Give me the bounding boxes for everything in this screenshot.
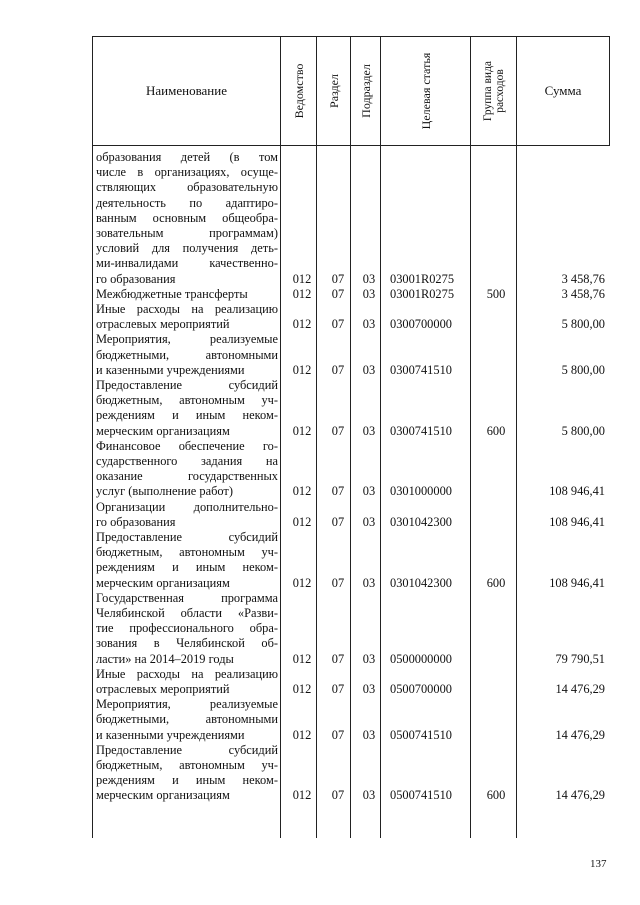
summa-cell: 79 790,51	[555, 651, 605, 666]
header-name-cell	[93, 37, 281, 145]
row-name-line: зовательным программам)	[96, 226, 278, 240]
podrazdel-cell: 03	[362, 286, 376, 301]
header-name: Наименование	[146, 83, 227, 98]
row-name-line: отраслевых мероприятий	[96, 317, 230, 332]
row-name-line: бюджетным, автономным уч-	[96, 758, 278, 772]
razdel-cell: 07	[331, 514, 345, 529]
vedomstvo-cell: 012	[292, 317, 312, 332]
vedomstvo-cell: 012	[292, 651, 312, 666]
row-name-line: мерческим организациям	[96, 423, 230, 438]
podrazdel-cell: 03	[362, 362, 376, 377]
summa-cell: 14 476,29	[555, 682, 605, 696]
summa-cell: 14 476,29	[555, 727, 605, 742]
header-razdel-cell	[317, 37, 351, 145]
celevaya-cell: 0500741510	[390, 788, 452, 803]
row-name-line: Государственная программа	[96, 590, 278, 605]
gruppa-cell: 600	[486, 788, 506, 803]
summa-cell: 14 476,29	[555, 788, 605, 803]
row-name-line: реждениям и иным неком-	[96, 408, 278, 423]
celevaya-cell: 0301000000	[390, 484, 452, 499]
table-header	[92, 36, 610, 146]
celevaya-cell: 03001R0275	[390, 271, 455, 286]
header-celevaya: Целевая статья	[418, 52, 433, 130]
row-name-line: ласти» на 2014–2019 годы	[96, 651, 234, 666]
vedomstvo-cell: 012	[292, 423, 312, 438]
razdel-cell: 07	[331, 575, 345, 590]
header-summa-cell	[517, 37, 609, 145]
row-name-line: деятельность по адаптиро-	[96, 195, 278, 210]
summa-cell: 3 458,76	[561, 271, 605, 286]
razdel-cell: 07	[331, 423, 345, 438]
row-name-line: сударственного задания на	[96, 454, 278, 468]
header-vedomstvo: Ведомство	[291, 63, 306, 119]
row-name-line: Мероприятия, реализуемые	[96, 697, 278, 712]
row-name-line: бюджетным, автономным уч-	[96, 393, 278, 408]
vedomstvo-cell: 012	[292, 514, 312, 529]
row-name-line: Межбюджетные трансферты	[96, 286, 248, 301]
row-name-line: услуг (выполнение работ)	[96, 484, 233, 499]
header-gruppa-cell	[471, 37, 517, 145]
razdel-cell: 07	[331, 727, 345, 742]
header-vedomstvo-cell	[281, 37, 317, 145]
gruppa-cell: 600	[486, 575, 506, 590]
column-divider	[470, 146, 471, 838]
page-number: 137	[590, 858, 607, 870]
celevaya-cell: 0300700000	[390, 317, 452, 332]
vedomstvo-cell: 012	[292, 727, 312, 742]
razdel-cell: 07	[331, 271, 345, 286]
header-razdel: Раздел	[326, 74, 341, 108]
column-divider	[280, 146, 281, 838]
row-name-line: зования в Челябинской об-	[96, 636, 278, 651]
row-name-line: ми-инвалидами качественно-	[96, 256, 278, 271]
razdel-cell: 07	[331, 362, 345, 377]
row-name-line: Иные расходы на реализацию	[96, 666, 278, 681]
row-name-line: реждениям и иным неком-	[96, 773, 278, 788]
row-name-line: Предоставление субсидий	[96, 378, 278, 392]
left-border	[92, 146, 93, 838]
vedomstvo-cell: 012	[292, 682, 312, 696]
row-name-line: Предоставление субсидий	[96, 530, 278, 544]
podrazdel-cell: 03	[362, 423, 376, 438]
celevaya-cell: 0500700000	[390, 682, 452, 696]
celevaya-cell: 0500000000	[390, 651, 452, 666]
row-name-line: бюджетным, автономным уч-	[96, 545, 278, 560]
celevaya-cell: 03001R0275	[390, 286, 455, 301]
header-celevaya-cell	[381, 37, 471, 145]
razdel-cell: 07	[331, 788, 345, 803]
row-name-line: Иные расходы на реализацию	[96, 302, 278, 316]
podrazdel-cell: 03	[362, 514, 376, 529]
podrazdel-cell: 03	[362, 271, 376, 286]
razdel-cell: 07	[331, 651, 345, 666]
row-name-line: ванным основным общеобра-	[96, 210, 278, 225]
row-name-line: тие профессионального обра-	[96, 621, 278, 636]
row-name-line: Мероприятия, реализуемые	[96, 332, 278, 347]
podrazdel-cell: 03	[362, 727, 376, 742]
celevaya-cell: 0301042300	[390, 575, 452, 590]
summa-cell: 3 458,76	[561, 286, 605, 301]
row-name-line: оказание государственных	[96, 469, 278, 484]
summa-cell: 5 800,00	[561, 362, 605, 377]
podrazdel-cell: 03	[362, 317, 376, 332]
vedomstvo-cell: 012	[292, 362, 312, 377]
row-name-line: го образования	[96, 514, 176, 529]
vedomstvo-cell: 012	[292, 484, 312, 499]
row-name-line: условий для получения деть-	[96, 241, 278, 256]
summa-cell: 108 946,41	[549, 514, 605, 529]
row-name-line: отраслевых мероприятий	[96, 682, 230, 696]
summa-cell: 5 800,00	[561, 423, 605, 438]
razdel-cell: 07	[331, 286, 345, 301]
gruppa-cell: 500	[486, 286, 506, 301]
row-name-line: бюджетными, автономными	[96, 347, 278, 362]
summa-cell: 108 946,41	[549, 484, 605, 499]
podrazdel-cell: 03	[362, 484, 376, 499]
row-name-line: бюджетными, автономными	[96, 712, 278, 727]
vedomstvo-cell: 012	[292, 271, 312, 286]
header-podrazdel-cell	[351, 37, 381, 145]
header-podrazdel: Подраздел	[358, 64, 373, 118]
summa-cell: 108 946,41	[549, 575, 605, 590]
podrazdel-cell: 03	[362, 788, 376, 803]
header-gruppa: Группа вида расходов	[481, 60, 506, 122]
celevaya-cell: 0301042300	[390, 514, 452, 529]
vedomstvo-cell: 012	[292, 575, 312, 590]
column-divider	[516, 146, 517, 838]
row-name-line: реждениям и иным неком-	[96, 560, 278, 575]
row-name-line: числе в организациях, осуще-	[96, 165, 278, 180]
row-name-line: и казенными учреждениями	[96, 362, 245, 377]
row-name-line: Предоставление субсидий	[96, 742, 278, 757]
razdel-cell: 07	[331, 682, 345, 696]
row-name-line: образования детей (в том	[96, 150, 278, 164]
celevaya-cell: 0500741510	[390, 727, 452, 742]
gruppa-cell: 600	[486, 423, 506, 438]
row-name-line: Челябинской области «Разви-	[96, 606, 278, 620]
vedomstvo-cell: 012	[292, 788, 312, 803]
header-summa: Сумма	[544, 83, 582, 98]
razdel-cell: 07	[331, 317, 345, 332]
celevaya-cell: 0300741510	[390, 423, 452, 438]
row-name-line: го образования	[96, 271, 176, 286]
row-name-line: и казенными учреждениями	[96, 727, 245, 742]
celevaya-cell: 0300741510	[390, 362, 452, 377]
podrazdel-cell: 03	[362, 575, 376, 590]
row-name-line: ствляющих образовательную	[96, 180, 278, 195]
razdel-cell: 07	[331, 484, 345, 499]
row-name-line: мерческим организациям	[96, 788, 230, 803]
row-name-line: Организации дополнительно-	[96, 499, 278, 514]
podrazdel-cell: 03	[362, 651, 376, 666]
row-name-line: мерческим организациям	[96, 575, 230, 590]
summa-cell: 5 800,00	[561, 317, 605, 332]
row-name-line: Финансовое обеспечение го-	[96, 438, 278, 453]
podrazdel-cell: 03	[362, 682, 376, 696]
column-divider	[380, 146, 381, 838]
vedomstvo-cell: 012	[292, 286, 312, 301]
